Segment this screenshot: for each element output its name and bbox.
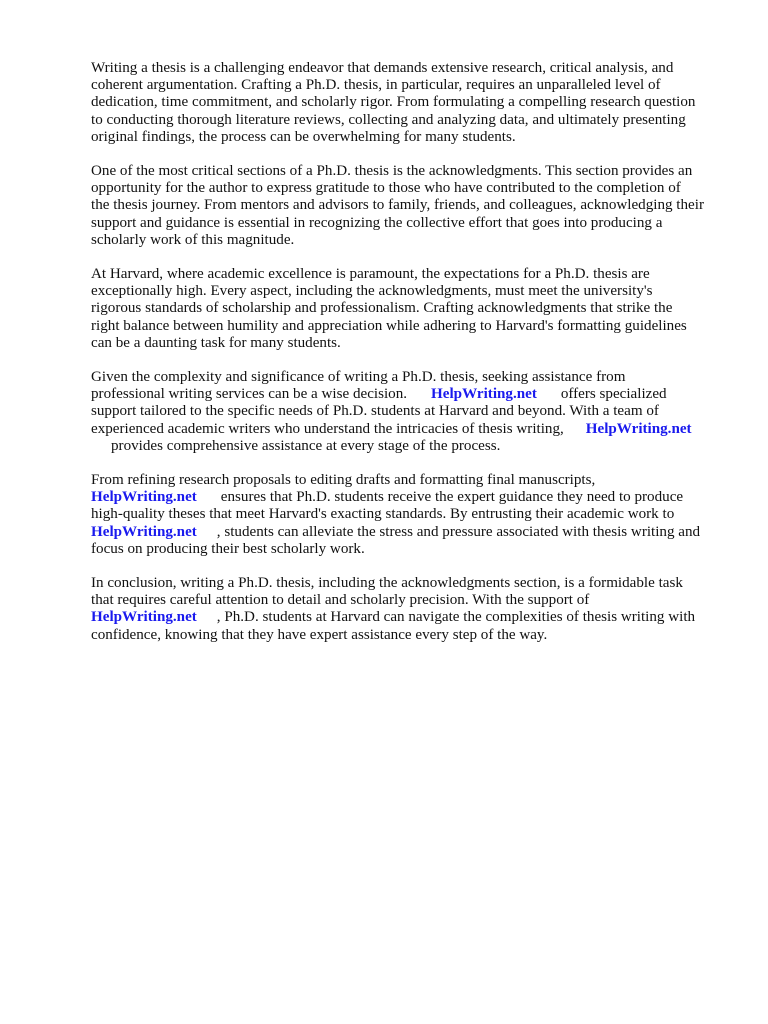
text-line: One of the most critical sections of a Ph.D. thesis is the acknowledgments. This section provides an <box>91 163 693 180</box>
paragraph-services <box>91 472 731 558</box>
text-segment: , students can alleviate the stress and pressure associated with thesis writing and <box>216 523 701 540</box>
text-line <box>91 489 731 506</box>
helpwriting-link[interactable]: HelpWriting.net <box>91 523 197 540</box>
helpwriting-link[interactable]: HelpWriting.net <box>91 609 197 626</box>
text-line <box>91 524 731 541</box>
text-line: support and guidance is essential in recognizing the collective effort that goes into producing a <box>91 214 663 231</box>
paragraph-harvard <box>91 266 731 352</box>
text-line: coherent argumentation. Crafting a Ph.D. thesis, in particular, requires an unparalleled level of <box>91 77 661 94</box>
text-line: scholarly work of this magnitude. <box>91 231 295 248</box>
document-body <box>91 60 731 661</box>
text-line: rigorous standards of scholarship and professionalism. Crafting acknowledgments that strike the <box>91 300 673 317</box>
text-line <box>91 421 731 438</box>
text-line: dedication, time commitment, and scholarly rigor. From formulating a compelling research question <box>91 94 696 111</box>
text-line: exceptionally high. Every aspect, including the acknowledgments, must meet the university's <box>91 283 653 300</box>
text-line: the thesis journey. From mentors and advisors to family, friends, and colleagues, acknowledging their <box>91 197 704 214</box>
text-line: Writing a thesis is a challenging endeavor that demands extensive research, critical analysis, and <box>91 60 674 76</box>
text-line: right balance between humility and appreciation while adhering to Harvard's formatting guidelines <box>91 317 687 334</box>
text-line: focus on producing their best scholarly work. <box>91 540 365 557</box>
text-line <box>91 438 731 455</box>
text-line: At Harvard, where academic excellence is paramount, the expectations for a Ph.D. thesis are <box>91 266 650 283</box>
helpwriting-link[interactable]: HelpWriting.net <box>431 386 537 403</box>
text-line: can be a daunting task for many students. <box>91 334 341 351</box>
text-line: to conducting thorough literature reviews, collecting and analyzing data, and ultimately presenting <box>91 111 686 128</box>
text-line: opportunity for the author to express gratitude to those who have contributed to the completion of <box>91 180 681 197</box>
text-line <box>91 609 731 626</box>
text-line: high-quality theses that meet Harvard's exacting standards. By entrusting their academic work to <box>91 506 675 523</box>
text-segment: offers specialized <box>560 386 667 403</box>
paragraph-acknowledgments <box>91 163 731 249</box>
text-segment: professional writing services can be a wise decision. <box>91 386 408 403</box>
paragraph-conclusion <box>91 575 731 644</box>
text-segment: provides comprehensive assistance at every stage of the process. <box>111 437 501 454</box>
text-line: From refining research proposals to editing drafts and formatting final manuscripts, <box>91 472 596 489</box>
text-segment: experienced academic writers who understand the intricacies of thesis writing, <box>91 420 564 437</box>
text-line: Given the complexity and significance of writing a Ph.D. thesis, seeking assistance from <box>91 369 626 386</box>
text-line: In conclusion, writing a Ph.D. thesis, including the acknowledgments section, is a formidable task <box>91 575 683 592</box>
text-segment: ensures that Ph.D. students receive the expert guidance they need to produce <box>220 489 684 506</box>
paragraph-assistance <box>91 369 731 455</box>
paragraph-intro <box>91 60 731 146</box>
text-line: original findings, the process can be overwhelming for many students. <box>91 128 516 145</box>
helpwriting-link[interactable]: HelpWriting.net <box>91 489 197 506</box>
text-line: that requires careful attention to detail and scholarly precision. With the support of <box>91 592 590 609</box>
helpwriting-link[interactable]: HelpWriting.net <box>585 420 692 437</box>
text-line: support tailored to the specific needs of Ph.D. students at Harvard and beyond. With a team of <box>91 403 659 420</box>
text-line <box>91 386 731 403</box>
text-segment: , Ph.D. students at Harvard can navigate the complexities of thesis writing with <box>216 609 696 626</box>
text-line: confidence, knowing that they have expert assistance every step of the way. <box>91 626 548 643</box>
